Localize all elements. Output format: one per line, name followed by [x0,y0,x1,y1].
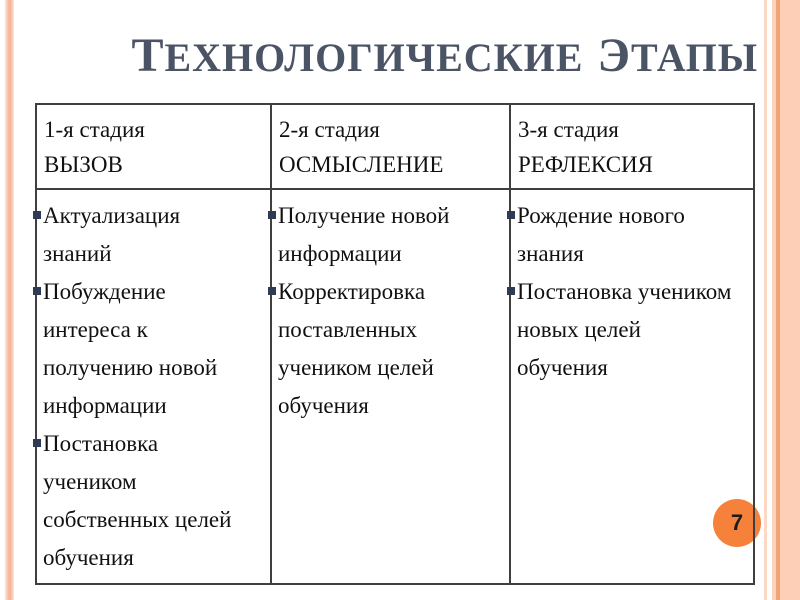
bullet-list [278,197,493,425]
header-cell-stage-3 [510,104,754,189]
header-stage-label: 3-я стадия [518,117,619,142]
header-cell-stage-1 [36,104,271,189]
table-body-row [36,189,754,584]
stages-table [35,103,755,585]
left-edge-stripe [5,0,14,600]
header-stage-label: 2-я стадия [279,117,380,142]
bullet-list [517,197,737,387]
bullet-item: Постановка учеником собственных целей обучения [43,425,254,577]
title-word-2: ЭТАПЫ [597,29,758,82]
page-number: 7 [730,510,744,535]
header-stage-name: ОСМЫСЛЕНИЕ [279,152,444,177]
header-cell-stage-2 [271,104,510,189]
header-stage-name: ВЫЗОВ [44,152,123,177]
table-header-row [36,104,754,189]
right-edge-stripe-thin [764,0,767,600]
header-stage-name: РЕФЛЕКСИЯ [518,152,653,177]
body-cell-stage-1 [36,189,271,584]
bullet-item: Рождение нового знания [517,197,737,273]
title-word-1: ТЕХНОЛОГИЧЕСКИЕ [131,29,584,82]
bullet-item: Получение новой информации [278,197,493,273]
body-cell-stage-2 [271,189,510,584]
page-title [131,28,758,83]
bullet-item: Постановка учеником новых целей обучения [517,273,737,387]
header-stage-label: 1-я стадия [44,117,145,142]
bullet-item: Актуализация знаний [43,197,254,273]
bullet-item: Корректировка поставленных учеником целей обучения [278,273,493,425]
body-cell-stage-3 [510,189,754,584]
bullet-item: Побуждение интереса к получению новой информации [43,273,254,425]
bullet-list [43,197,254,577]
right-edge-stripe-wide [780,0,800,600]
